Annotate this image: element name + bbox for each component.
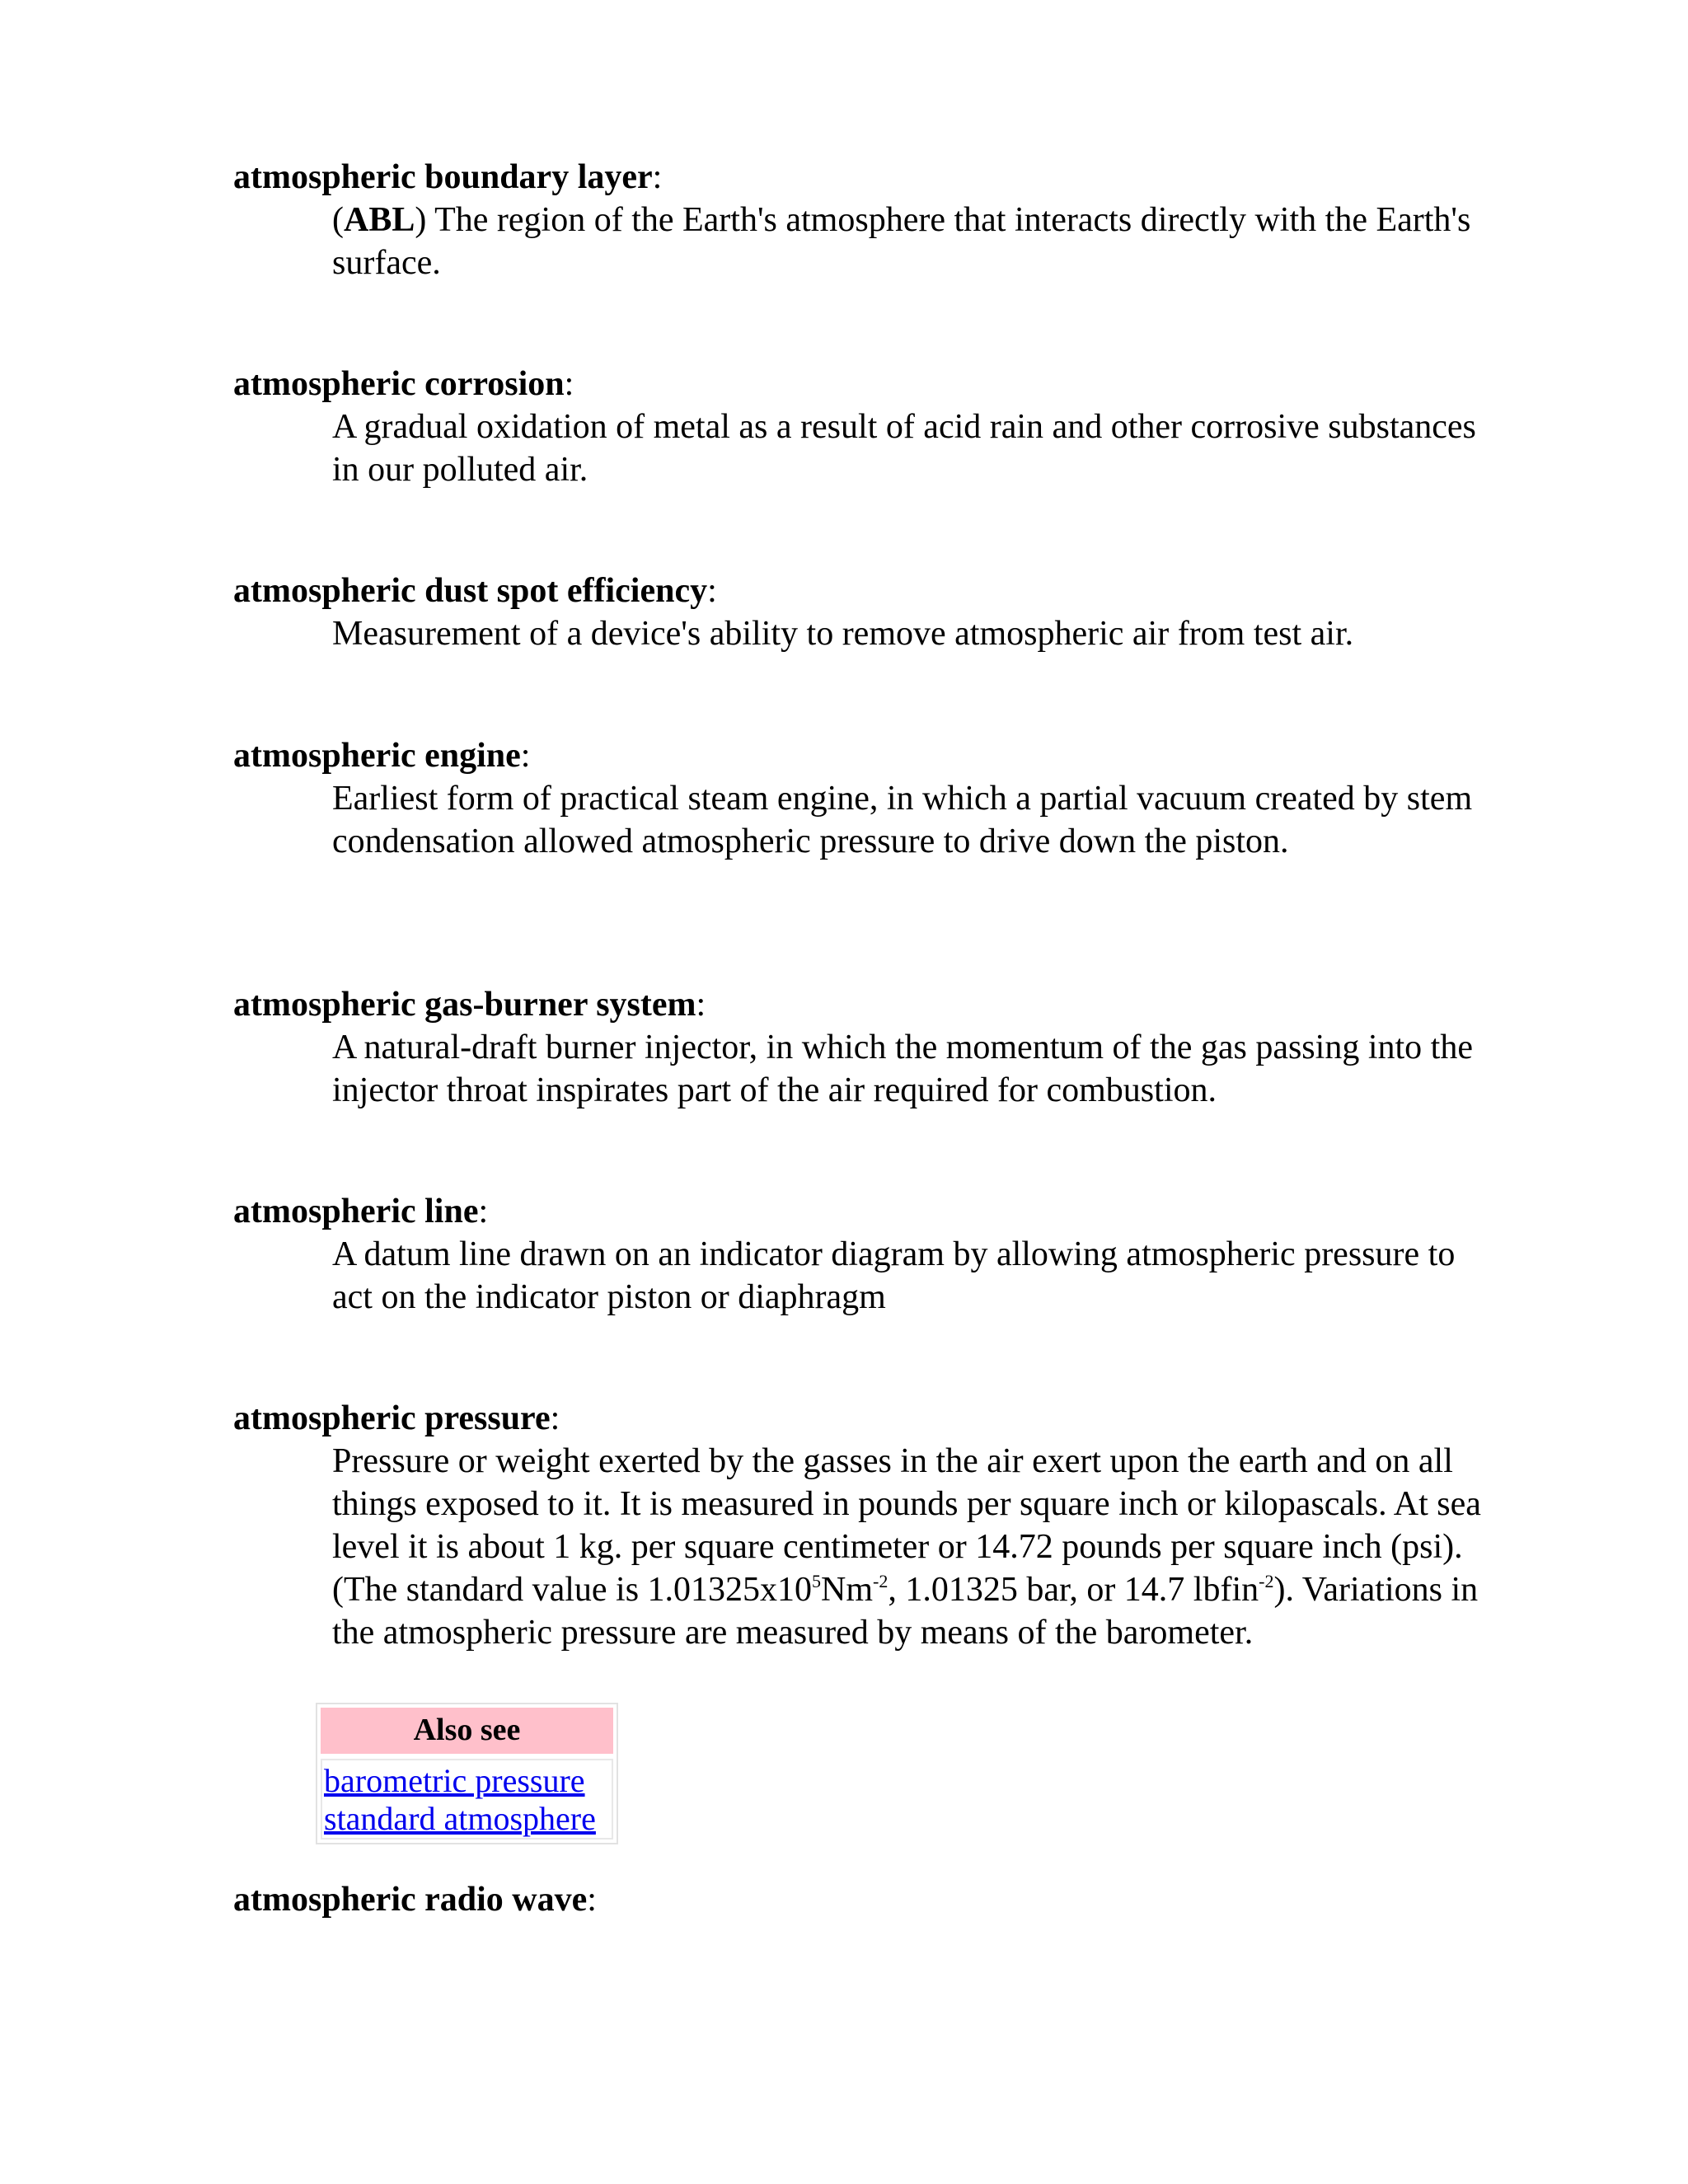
term-heading: atmospheric pressure (233, 1399, 551, 1437)
superscript: -2 (1259, 1571, 1274, 1591)
definition-text: , 1.01325 bar, or 14.7 lbfin (888, 1571, 1259, 1609)
superscript: -2 (873, 1571, 889, 1591)
term-line (233, 363, 1470, 405)
superscript: 5 (812, 1571, 822, 1591)
term-colon: : (564, 365, 574, 403)
definition-text: Pressure or weight exerted by the gasses in the air exert upon the earth and on all things exposed to it. It is measured in pounds per square inch or kilopascals. At sea level it is about 1 kg. per square centimeter or 14.72 pounds per square inch (psi). (The standard value is 1.01325x10 (332, 1442, 1481, 1609)
paren-close: ) (415, 201, 427, 239)
glossary-entry (233, 1397, 1481, 1654)
term-heading: atmospheric line (233, 1193, 479, 1230)
term-line (233, 734, 1470, 777)
glossary-entry (233, 156, 1470, 284)
term-heading: atmospheric dust spot efficiency (233, 572, 708, 610)
paren-open: ( (332, 201, 344, 239)
term-definition: A gradual oxidation of metal as a result of acid rain and other corrosive substances in our polluted air. (332, 408, 1476, 489)
link-standard-atmosphere[interactable]: standard atmosphere (324, 1800, 596, 1837)
term-heading: atmospheric engine (233, 737, 521, 775)
term-colon: : (696, 986, 706, 1024)
term-line (233, 983, 1470, 1026)
also-see-box (316, 1703, 618, 1844)
glossary-entry (233, 1190, 1470, 1319)
definition-text: Nm (821, 1571, 874, 1609)
term-colon: : (550, 1399, 560, 1437)
term-definition: A datum line drawn on an indicator diagram by allowing atmospheric pressure to act on the indicator piston or diaphragm (332, 1235, 1456, 1316)
also-see-header: Also see (321, 1708, 613, 1754)
term-definition (332, 199, 1486, 284)
term-colon: : (478, 1193, 489, 1230)
term-heading: atmospheric boundary layer (233, 158, 653, 196)
glossary-entry (233, 734, 1473, 863)
term-definition (332, 1440, 1486, 1654)
glossary-entry (233, 983, 1473, 1112)
term-heading: atmospheric radio wave (233, 1881, 588, 1919)
term-colon: : (707, 572, 717, 610)
term-colon: : (520, 737, 531, 775)
term-line (233, 1878, 1470, 1921)
term-heading: atmospheric corrosion (233, 365, 565, 403)
also-see-links (321, 1759, 613, 1840)
glossary-entry (233, 569, 1470, 655)
term-definition: Earliest form of practical steam engine, in which a partial vacuum created by stem condensation allowed atmospheric pressure to drive down the piston. (332, 780, 1473, 860)
term-line (233, 156, 1470, 199)
definition-text: ). Variations in the atmospheric pressure are measured by means of the barometer. (332, 1571, 1479, 1652)
abbreviation: ABL (344, 201, 415, 239)
term-colon: : (652, 158, 663, 196)
term-definition: Measurement of a device's ability to remove atmospheric air from test air. (332, 615, 1354, 653)
glossary-entry (233, 363, 1476, 491)
term-line (233, 1190, 1470, 1233)
term-colon: : (587, 1881, 597, 1919)
term-definition: A natural-draft burner injector, in which the momentum of the gas passing into the injector throat inspirates part of the air required for combustion. (332, 1029, 1473, 1109)
term-heading: atmospheric gas-burner system (233, 986, 696, 1024)
glossary-entry (233, 1878, 1470, 1921)
term-line (233, 569, 1470, 612)
definition-text: The region of the Earth's atmosphere that interacts directly with the Earth's surface. (332, 201, 1471, 282)
link-barometric-pressure[interactable]: barometric pressure (324, 1762, 585, 1799)
term-line (233, 1397, 1470, 1440)
